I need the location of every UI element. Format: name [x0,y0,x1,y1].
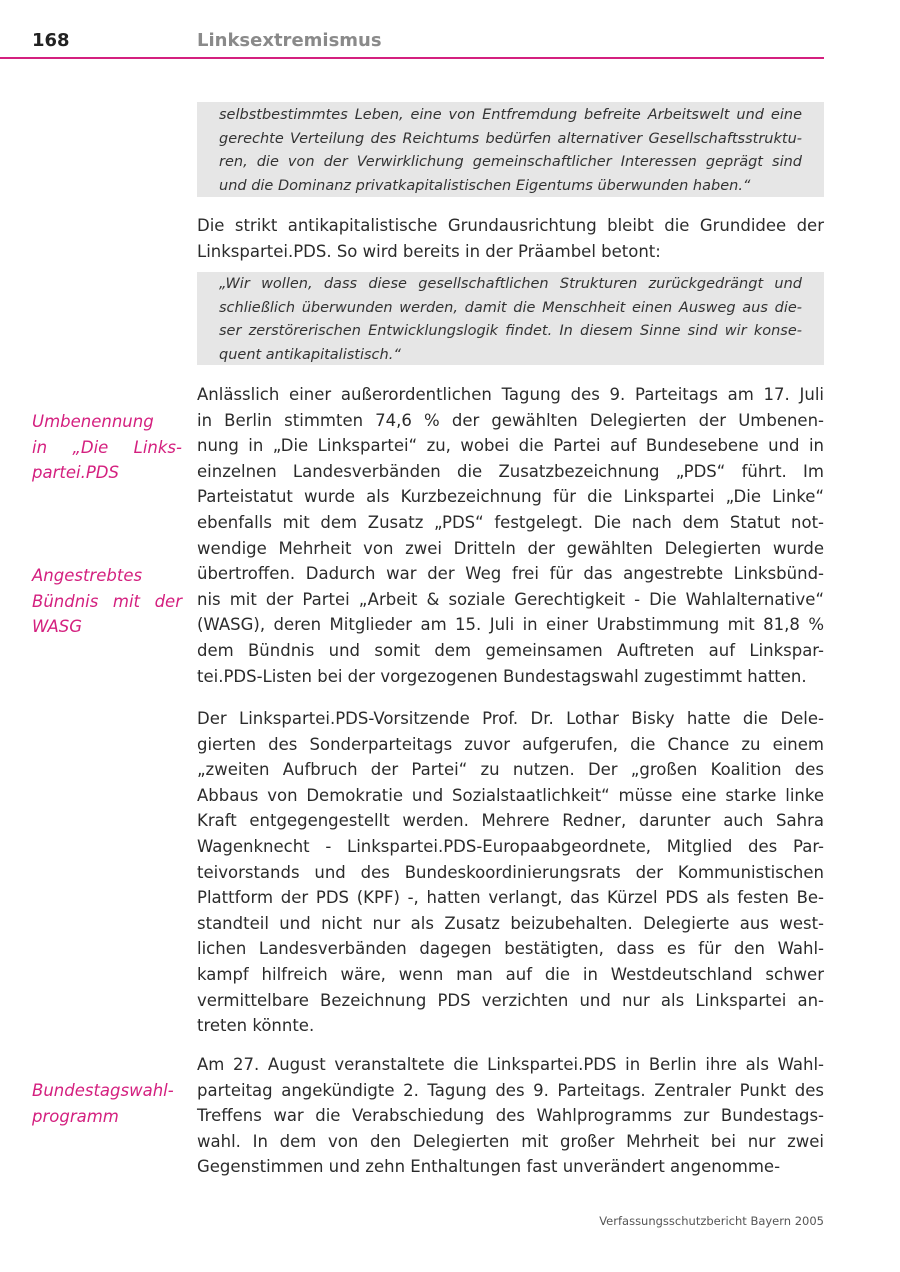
text-line: parteitag angekündigte 2. Tagung des 9. Parteitags. Zentraler Punkt des [197,1080,824,1100]
body-paragraph-3 [197,1052,824,1180]
text-line: standteil und nicht nur als Zusatz beizubehalten. Delegierte aus west- [197,913,824,933]
text-line: in Berlin stimmten 74,6 % der gewählten Delegierten der Umbenen- [197,410,824,430]
margin-note-wasg-alliance [32,563,182,640]
intro-paragraph [197,213,824,264]
text-line: gierten des Sonderparteitags zuvor aufgerufen, die Chance zu einem [197,734,824,754]
text-line: Angestrebtes [32,566,143,585]
text-line: Parteistatut wurde als Kurzbezeichnung für die Linkspartei „Die Linke“ [197,487,824,507]
text-line: wahl. In dem von den Delegierten mit großer Mehrheit bei nur zwei [197,1131,824,1151]
text-line: übertroffen. Dadurch war der Weg frei für das angestrebte Linksbünd- [197,564,824,584]
text-line: Linkspartei.PDS. So wird bereits in der Präambel betont: [197,241,661,261]
text-line: programm [32,1106,119,1126]
text-line: Bündnis mit der [32,591,182,611]
running-title: Linksextremismus [197,30,382,51]
text-line: wendige Mehrheit von zwei Dritteln der gewählten Delegierten wurde [197,538,824,558]
body-paragraph-1 [197,382,824,689]
text-line: ren, die von der Verwirklichung gemeinschaftlicher Interessen geprägt sind [219,154,802,170]
text-line: schließlich überwunden werden, damit die Menschheit einen Ausweg aus die- [219,299,802,316]
text-line: ser zerstörerischen Entwicklungslogik findet. In diesem Sinne sind wir konse- [219,323,802,339]
quote-block-2 [197,272,824,365]
text-line: Der Linkspartei.PDS-Vorsitzende Prof. Dr. Lothar Bisky hatte die Dele- [197,709,824,728]
text-line: kampf hilfreich wäre, wenn man auf die in Westdeutschland schwer [197,964,824,984]
text-line: vermittelbare Bezeichnung PDS verzichten und nur als Linkspartei an- [197,990,824,1010]
text-line: teivorstands und des Bundeskoordinierungsrats der Kommunistischen [197,862,824,882]
margin-note-renaming [32,409,182,486]
text-line: WASG [32,617,83,637]
text-line: Plattform der PDS (KPF) -, hatten verlangt, das Kürzel PDS als festen Be- [197,888,824,908]
page-header [0,0,900,60]
text-line: ebenfalls mit dem Zusatz „PDS“ festgelegt. Die nach dem Statut not- [197,512,824,532]
text-line: Umbenennung [32,412,154,431]
text-line: nung in „Die Linkspartei“ zu, wobei die Partei auf Bundesebene und in [197,436,824,456]
text-line: Treffens war die Verabschiedung des Wahlprogramms zur Bundestags- [197,1106,824,1126]
quote-block-1 [197,102,824,197]
quote-text [219,273,802,367]
text-line: und die Dominanz privatkapitalistischen Eigentums überwunden haben.“ [219,177,751,194]
text-line: Abbaus von Demokratie und Sozialstaatlichkeit“ müsse eine starke linke [197,785,824,805]
text-line: „Wir wollen, dass diese gesellschaftlichen Strukturen zurückgedrängt und [219,276,802,292]
text-line: treten könnte. [197,1016,315,1036]
text-line: in „Die Links- [32,437,182,457]
margin-note-election-program [32,1078,182,1129]
text-line: einzelnen Landesverbänden die Zusatzbezeichnung „PDS“ führt. Im [197,461,824,481]
text-line: lichen Landesverbänden dagegen bestätigten, dass es für den Wahl- [197,939,824,959]
text-line: selbstbestimmtes Leben, eine von Entfremdung befreite Arbeitswelt und eine [219,107,802,123]
page-footer: Verfassungsschutzbericht Bayern 2005 [599,1214,824,1228]
text-line: „zweiten Aufbruch der Partei“ zu nutzen. Der „großen Koalition des [197,760,824,780]
text-line: tei.PDS-Listen bei der vorgezogenen Bundestagswahl zugestimmt hatten. [197,666,807,686]
text-line: (WASG), deren Mitglieder am 15. Juli in einer Urabstimmung mit 81,8 % [197,615,824,635]
text-line: nis mit der Partei „Arbeit & soziale Gerechtigkeit - Die Wahlalternative“ [197,589,824,609]
text-line: Wagenknecht - Linkspartei.PDS-Europaabgeordnete, Mitglied des Par- [197,836,824,856]
text-line: quent antikapitalistisch.“ [219,346,401,363]
text-line: Am 27. August veranstaltete die Linkspartei.PDS in Berlin ihre als Wahl- [197,1055,824,1074]
quote-text [219,104,802,198]
header-rule [0,57,824,59]
text-line: Bundestagswahl- [32,1081,174,1100]
text-line: Kraft entgegengestellt werden. Mehrere Redner, darunter auch Sahra [197,811,824,831]
page-number: 168 [32,30,70,51]
text-line: Die strikt antikapitalistische Grundausrichtung bleibt die Grundidee der [197,216,824,235]
text-line: gerechte Verteilung des Reichtums bedürfen alternativer Gesellschaftsstruktu- [219,130,802,147]
body-paragraph-2 [197,706,824,1039]
text-line: dem Bündnis und somit dem gemeinsamen Auftreten auf Linkspar- [197,640,824,660]
text-line: Anlässlich einer außerordentlichen Tagung des 9. Parteitags am 17. Juli [197,385,824,404]
text-line: Gegenstimmen und zehn Enthaltungen fast unverändert angenomme- [197,1157,781,1177]
text-line: partei.PDS [32,463,119,483]
